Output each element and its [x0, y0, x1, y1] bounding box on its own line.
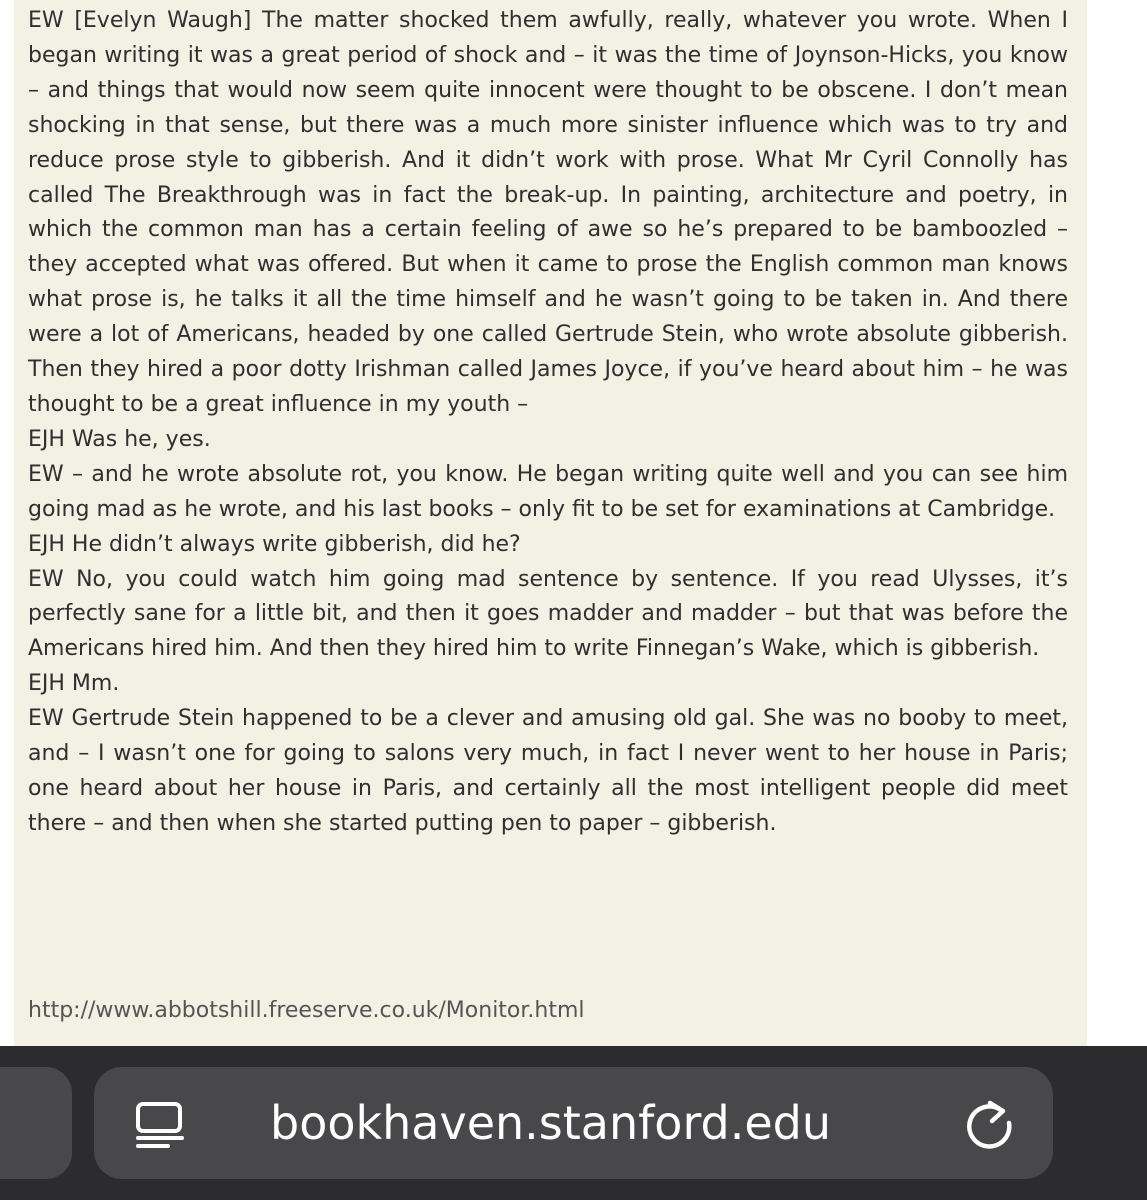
- paragraph: EJH Mm.: [28, 671, 120, 697]
- article-body: [28, 4, 1068, 842]
- reload-icon[interactable]: [962, 1097, 1018, 1153]
- url-text[interactable]: bookhaven.stanford.edu: [270, 1096, 832, 1150]
- paragraph: EW – and he wrote absolute rot, you know. He began writing quite well and you can see him going mad as he wrote, and his last books – only fit to be set for examinations at Cambridge.: [28, 461, 1068, 522]
- paragraph: EW No, you could watch him going mad sentence by sentence. If you read Ulysses, it’s perfectly sane for a little bit, and then it goes madder and madder – but that was before the Americans hired him. And then they hired him to write Finnegan’s Wake, which is gibberish.: [28, 566, 1068, 662]
- paragraph: EW Gertrude Stein happened to be a clever and amusing old gal. She was no booby to meet, and – I wasn’t one for going to salons very much, in fact I never went to her house in Paris; one heard about her house in Paris, and certainly all the most intelligent people did meet there – and then when she started putting pen to paper – gibberish.: [28, 706, 1068, 836]
- paragraph: EJH He didn’t always write gibberish, did he?: [28, 531, 521, 557]
- browser-toolbar: [0, 1046, 1147, 1200]
- paragraph: EW [Evelyn Waugh] The matter shocked them awfully, really, whatever you wrote. When I began writing it was a great period of shock and – it was the time of Joynson-Hicks, you know – and things that would now seem quite innocent were thought to be obscene. I don’t mean shocking in that sense, but there was a much more sinister influence which was to try and reduce prose style to gibberish. And it didn’t work with prose. What Mr Cyril Connolly has called The Breakthrough was in fact the break-up. In painting, architecture and poetry, in which the common man has a certain feeling of awe so he’s prepared to be bamboozled – they accepted what was offered. But when it came to prose the English common man knows what prose is, he talks it all the time himself and he wasn’t going to be taken in. And there were a lot of Americans, headed by one called Gertrude Stein, who wrote absolute gibberish. Then they hired a poor dotty Irishman called James Joyce, if you’ve heard about him – he was thought to be a great influence in my youth –: [28, 8, 1068, 417]
- source-link[interactable]: http://www.abbotshill.freeserve.co.uk/Monitor.html: [28, 998, 585, 1023]
- previous-tab-button[interactable]: [0, 1067, 72, 1179]
- paragraph: EJH Was he, yes.: [28, 426, 211, 452]
- article-box: [14, 0, 1087, 1046]
- address-bar[interactable]: [94, 1067, 1053, 1179]
- reader-mode-icon[interactable]: [132, 1101, 188, 1149]
